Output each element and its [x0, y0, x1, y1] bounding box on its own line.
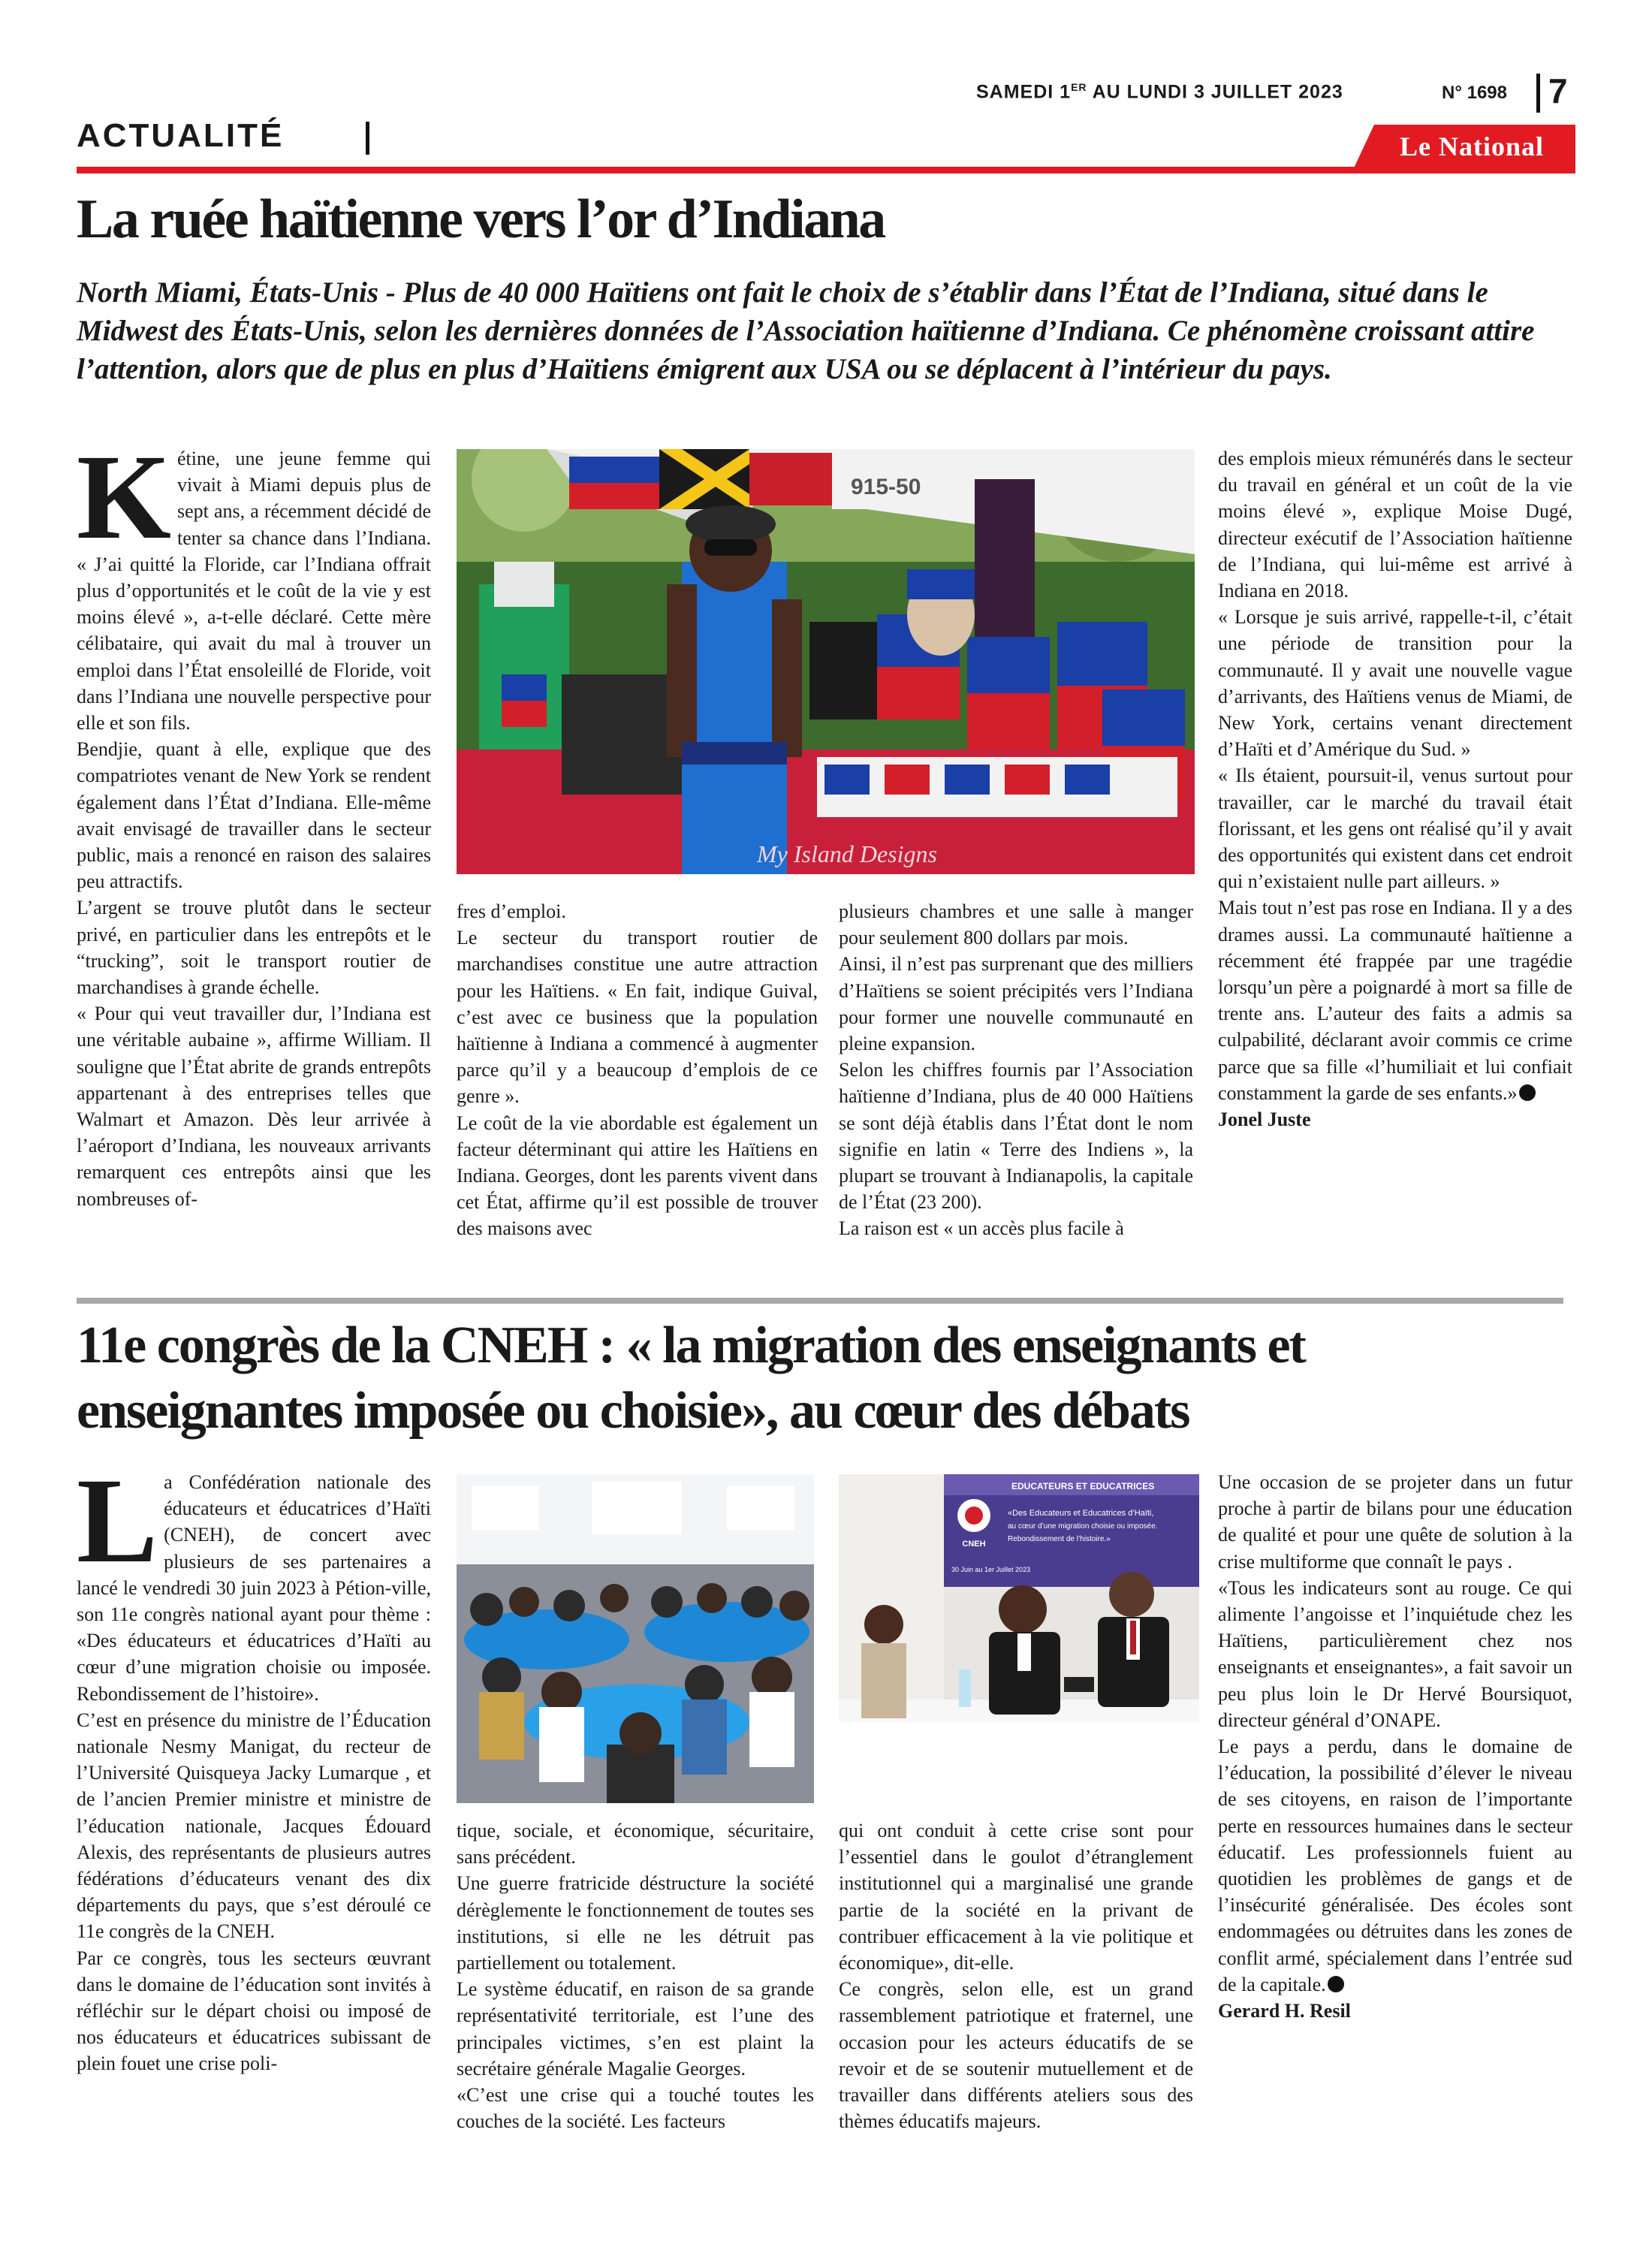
dropcap: L	[77, 1454, 158, 1588]
article1-col4-para: des emplois mieux rémunérés dans le secteur du travail en général et un coût de la vie moins élevé », explique Moise Dugé, directeur exécutif de l’Association haïtienne de l’Indiana, qui lui-même est arrivé à Indiana en 2018.	[1218, 448, 1572, 602]
header-rule	[77, 167, 1575, 173]
panel-speakers-photo	[839, 1474, 1199, 1803]
dropcap: K	[77, 430, 172, 565]
article1-column-1	[77, 430, 431, 1212]
article1-col3-para: Ainsi, il n’est pas surprenant que des milliers d’Haïtiens se soient précipités vers l’Indiana pour former une nouvelle communauté en pleine expansion.	[839, 953, 1193, 1055]
article1-col4-para: « Ils étaient, poursuit-il, venus surtout pour travailler, car le marché du travail était florissant, et les gens ont réalisé qu’il y avait des opportunités qui existent dans cet endroit qui n’existaient nulle part ailleurs. »	[1218, 765, 1572, 893]
article1-col4-para: Mais tout n’est pas rose en Indiana. Il y a des drames aussi. La communauté haïtienne a récemment été frappée par une tragédie lorsqu’un père a poignardé à mort sa fille de trente ans. L’auteur des faits a admis sa culpabilité, déclarant avoir commis ce crime parce que sa fille «l’humiliait et lui confiait constamment la garde de ses enfants.»	[1218, 897, 1572, 1104]
section-label: ACTUALITÉ	[77, 117, 285, 154]
banner-line: «Des Educateurs et Educatrices d’Haïti,	[1008, 1509, 1154, 1518]
article-separator	[77, 1298, 1563, 1304]
article2-column-4	[1218, 1469, 1572, 2024]
article2-title: 11e congrès de la CNEH : « la migration des enseignants et enseignantes imposée ou choisie», au cœur des débats	[77, 1317, 1305, 1440]
article1-col2-para: Le coût de la vie abordable est également un facteur déterminant qui attire les Haïtiens en Indiana. Georges, dont les parents vivent dans cet État, affirme qu’il est possible de trouver des maisons avec	[457, 1111, 818, 1240]
article2-author: Gerard H. Resil	[1218, 2000, 1351, 2022]
article1-title: La ruée haïtienne vers l’or d’Indiana	[77, 189, 885, 250]
article2-col1-para: C’est en présence du ministre de l’Éducation nationale Nesmy Manigat, du recteur de l’Université Quisqueya Jacky Lumarque , et de l’ancien Premier ministre et ministre de l’éducation nationale, Jacques Édouard Alexis, des représentants de plusieurs autres fédérations d’éducateurs venant des dix départements du pays, que s’est déroulé ce 11e congrès de la CNEH.	[77, 1709, 431, 1943]
article1-col2-para: fres d’emploi.	[457, 900, 566, 922]
banner-date: 30 Juin au 1er Juillet 2023	[951, 1566, 1031, 1573]
banner-line: au cœur d’une migration choisie ou imposée.	[1008, 1522, 1158, 1531]
article1-col3-para: plusieurs chambres et une salle à manger pour seulement 800 dollars par mois.	[839, 900, 1193, 949]
article1-col3-para: Selon les chiffres fournis par l’Association haïtienne d’Indiana, plus de 40 000 Haïtiens se sont déjà établis dans l’État dont le nom signifie en latin « Terre des Indiens », la plupart se trouvant à Indianapolis, la capitale de l’État (23 200).	[839, 1059, 1193, 1214]
article1-column-2	[457, 898, 818, 1242]
article1-col4-para: « Lorsque je suis arrivé, rappelle-t-il, c’était une période de transition pour la communauté. Il y avait une nouvelle vague d’arrivants, des Haïtiens venus de Miami, de New York, certains venant directement d’Haïti et d’Amérique du Sud. »	[1218, 606, 1572, 761]
page-divider	[1536, 74, 1540, 113]
article2-col2-para: tique, sociale, et économique, sécuritaire, sans précédent.	[457, 1820, 814, 1868]
article2-col3-para: qui ont conduit à cette crise sont pour l’essentiel dans le goulot d’étranglement institutionnel qui a marginalisé une grande partie de la société en la privant de contribuer efficacement à la vie politique et économique», dit-elle.	[839, 1820, 1193, 1974]
article2-col1-para: La Confédération nationale des éducateurs et éducatrices d’Haïti (CNEH), de concert avec plusieurs de ses partenaires a lancé le vendredi 30 juin 2023 à Pétion-ville, son 11e congrès national ayant pour thème : «Des éducateurs et éducatrices d’Haïti au cœur d’une migration choisie ou imposée. Rebondissement de l’histoire».	[77, 1454, 431, 1705]
section-divider	[366, 122, 369, 155]
article1-photo	[457, 449, 1195, 874]
article2-col2-para: Une guerre fratricide déstructure la société dérèglemente le fonctionnement de toutes ses institutions, si elle ne les détruit pas partiellement ou totalement.	[457, 1872, 814, 1974]
article2-column-1	[77, 1454, 431, 2077]
article1-lede: North Miami, États-Unis - Plus de 40 000 Haïtiens ont fait le choix de s’établir dans l’État de l’Indiana, situé dans le Midwest des États-Unis, selon les dernières données de l’Association haïtienne d’Indiana. Ce phénomène croissant attire l’attention, alors que de plus en plus d’Haïtiens émigrent aux USA ou se déplacent à l’intérieur du pays.	[77, 276, 1535, 385]
article1-col1-para: L’argent se trouve plutôt dans le secteur privé, en particulier dans les entrepôts et le “trucking”, soit le transport routier de marchandises à grande échelle.	[77, 897, 431, 999]
article1-col1-para: Kétine, une jeune femme qui vivait à Miami depuis plus de sept ans, a récemment décidé de tenter sa chance dans l’Indiana. « J’ai quitté la Floride, car l’Indiana offrait plus d’opportunités et le coût de la vie y est moins élevé », a-t-elle déclaré. Cette mère célibataire, qui avait du mal à trouver un emploi dans l’État ensoleillé de Floride, voit dans l’Indiana une nouvelle perspective pour elle et son fils.	[77, 430, 431, 734]
banner-line: Rebondissement de l’histoire.»	[1008, 1535, 1111, 1543]
article2-col2-para: Le système éducatif, en raison de sa grande représentativité territoriale, est l’une des principales victimes, s’en est plaint la secrétaire générale Magalie Georges.	[457, 1978, 814, 2080]
page-number: 7	[1548, 71, 1568, 110]
article1-col2-para: Le secteur du transport routier de marchandises constitue une autre attraction pour les Haïtiens. « En fait, indique Guival, c’est avec ce business que la population haïtienne à Indiana a commencé à augmenter parce qu’il y a beaucoup d’emplois de ce genre ».	[457, 927, 818, 1108]
article2-col4-para: Une occasion de se projeter dans un futur proche à partir de bilans pour une éducation de qualité et pour une quête de solution à la crise multiforme que connaît le pays .	[1218, 1471, 1572, 1573]
brand-name: Le National	[1399, 131, 1544, 161]
article2-col4-para: «Tous les indicateurs sont au rouge. Ce qui alimente l’angoisse et l’inquiétude chez les Haïtiens, particulièrement chez nos enseignants et enseignantes», a fait savoir un peu plus loin le Dr Hervé Boursiquot, directeur général d’ONAPE.	[1218, 1576, 1572, 1731]
banner-text: My Island Designs	[757, 840, 937, 867]
article1-column-3	[839, 898, 1193, 1242]
article1-column-4	[1218, 445, 1572, 1133]
article2-col3-para: Ce congrès, selon elle, est un grand rassemblement patriotique et fraternel, une occasion pour les acteurs éducatifs de se revoir et de se soutenir mutuellement et de travailler dans différents ateliers sous des thèmes éducatifs majeurs.	[839, 1978, 1193, 2133]
banner-logo: CNEH	[962, 1540, 986, 1549]
end-mark-icon	[1328, 1976, 1344, 1992]
issue-date: SAMEDI 1ER AU LUNDI 3 JUILLET 2023	[976, 81, 1343, 103]
article1-col3-para: La raison est « un accès plus facile à	[839, 1217, 1124, 1240]
article2-col4-para: Le pays a perdu, dans le domaine de l’éducation, la possibilité d’élever le niveau de ses citoyens, en raison de l’importante perte en ressources humaines dans le secteur éducatif. Les professionnels fuient au quotidien les problèmes de gangs et de l’insécurité généralisée. Des écoles sont endommagées ou détruites dans les zones de conflit armé, spécialement dans l’entrée sud de la capitale.	[1218, 1736, 1572, 1995]
article2-column-3	[839, 1817, 1193, 2134]
article2-col2-para: «C’est une crise qui a touché toutes les couches de la société. Les facteurs	[457, 2084, 814, 2133]
banner-line: EDUCATEURS ET EDUCATRICES	[1011, 1481, 1155, 1491]
issue-number: N° 1698	[1442, 83, 1507, 103]
article2-col1-para: Par ce congrès, tous les secteurs œuvrant dans le domaine de l’éducation sont invités à réfléchir sur le départ choisi ou imposé de nos éducateurs et éducatrices subissant de plein fouet une crise poli-	[77, 1947, 431, 2075]
congress-hall-photo	[457, 1474, 814, 1803]
article1-col1-para: « Pour qui veut travailler dur, l’Indiana est une véritable aubaine », affirme William. Il souligne que l’État abrite de grands entrepôts appartenant à des entreprises telles que Walmart et Amazon. Dès leur arrivée à l’aéroport d’Indiana, les nouveaux arrivants remarquent ces entrepôts ainsi que les nombreuses of-	[77, 1003, 431, 1210]
tent-text: 915-50	[851, 475, 921, 499]
article1-col1-para: Bendjie, quant à elle, explique que des compatriotes venant de New York se rendent également dans l’État d’Indiana. Elle-même avait envisagé de travailler dans le secteur public, mais a renoncé en raison des salaires peu attractifs.	[77, 738, 431, 893]
article1-author: Jonel Juste	[1218, 1108, 1311, 1131]
end-mark-icon	[1519, 1084, 1536, 1101]
article2-column-2	[457, 1817, 814, 2134]
